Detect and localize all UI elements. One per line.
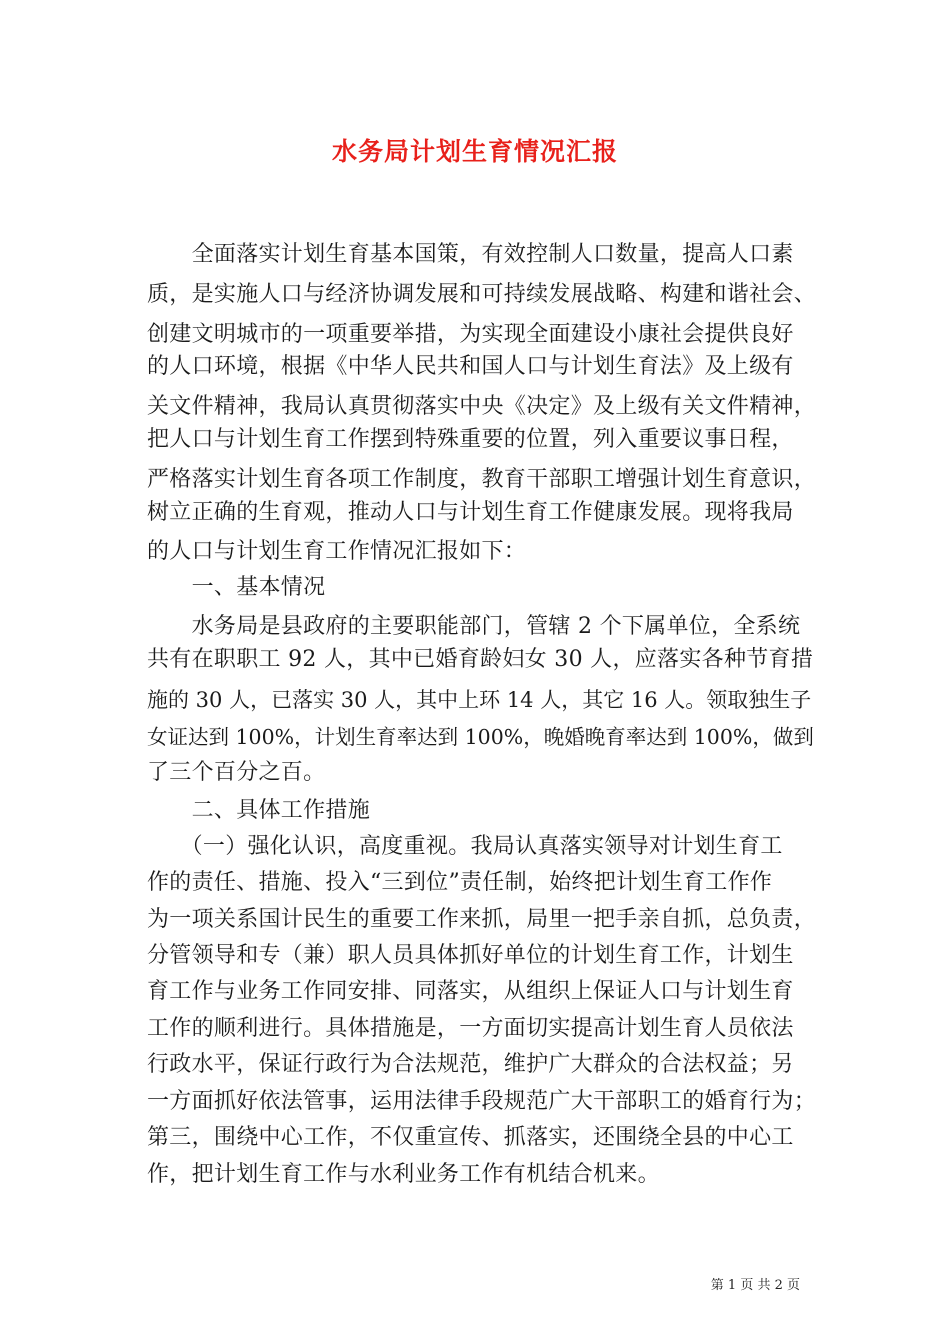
body-line: 施的 30 人，已落实 30 人，其中上环 14 人，其它 16 人。领取独生子 [147, 688, 812, 712]
body-line: 把人口与计划生育工作摆到特殊重要的位置，列入重要议事日程， [147, 427, 794, 452]
body-line: 了三个百分之百。 [147, 760, 326, 785]
body-line: 的人口环境，根据《中华人民共和国人口与计划生育法》及上级有 [147, 354, 794, 379]
page-number: 第 1 页 共 2 页 [710, 1278, 800, 1293]
section-heading: 一、基本情况 [147, 575, 326, 600]
body-line: （一）强化认识，高度重视。我局认真落实领导对计划生育工 [147, 834, 783, 859]
body-line: 一方面抓好依法管事，运用法律手段规范广大干部职工的婚育行为； [147, 1089, 817, 1114]
body-line: 质，是实施人口与经济协调发展和可持续发展战略、构建和谐社会、 [147, 282, 817, 307]
body-line: 的人口与计划生育工作情况汇报如下： [147, 539, 527, 564]
body-line: 为一项关系国计民生的重要工作来抓，局里一把手亲自抓，总负责， [147, 907, 817, 932]
body-line: 树立正确的生育观，推动人口与计划生育工作健康发展。现将我局 [147, 500, 794, 525]
body-line: 分管领导和专（兼）职人员具体抓好单位的计划生育工作，计划生 [147, 943, 794, 968]
section-heading: 二、具体工作措施 [147, 798, 371, 823]
body-line: 行政水平，保证行政行为合法规范，维护广大群众的合法权益；另 [147, 1052, 794, 1077]
body-line: 作的责任、措施、投入“三到位”责任制，始终把计划生育工作作 [147, 870, 773, 895]
body-line: 创建文明城市的一项重要举措，为实现全面建设小康社会提供良好 [147, 322, 794, 347]
body-line: 工作的顺利进行。具体措施是，一方面切实提高计划生育人员依法 [147, 1016, 794, 1041]
body-line: 女证达到 100%，计划生育率达到 100%，晚婚晚育率达到 100%，做到 [147, 725, 814, 749]
body-line: 共有在职职工 92 人，其中已婚育龄妇女 30 人，应落实各种节育措 [147, 647, 814, 672]
body-line: 育工作与业务工作同安排、同落实，从组织上保证人口与计划生育 [147, 979, 794, 1004]
body-line: 全面落实计划生育基本国策，有效控制人口数量，提高人口素 [147, 242, 794, 267]
document-title: 水务局计划生育情况汇报 [331, 137, 618, 166]
body-line: 作，把计划生育工作与水利业务工作有机结合机来。 [147, 1162, 660, 1187]
body-line: 关文件精神，我局认真贯彻落实中央《决定》及上级有关文件精神， [147, 394, 817, 419]
body-line: 严格落实计划生育各项工作制度，教育干部职工增强计划生育意识， [147, 467, 817, 492]
body-line: 水务局是县政府的主要职能部门，管辖 2 个下属单位，全系统 [147, 614, 801, 639]
body-line: 第三，围绕中心工作，不仅重宣传、抓落实，还围绕全县的中心工 [147, 1125, 794, 1150]
